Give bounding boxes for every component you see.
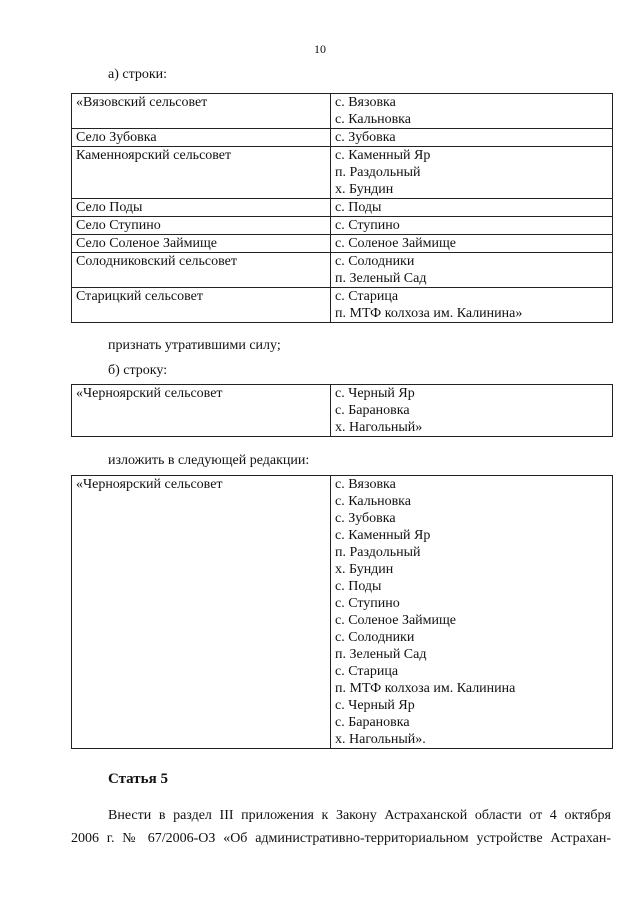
article-paragraph [71,804,611,850]
settlement-name: с. Вязовка [335,477,396,492]
municipality-name: «Черноярский сельсовет [76,477,223,492]
settlement-name: п. МТФ колхоза им. Калинина [335,681,516,696]
settlements-cell [331,199,613,217]
settlement-name: с. Поды [335,200,382,215]
table-row [72,147,613,199]
settlement-name: п. Зеленый Сад [335,647,427,662]
municipality-name: Каменноярский сельсовет [76,148,232,163]
settlement-name: п. Раздольный [335,545,421,560]
settlements-cell [331,217,613,235]
settlements-cell [331,476,613,749]
municipality-name: «Черноярский сельсовет [76,386,223,401]
table-row [72,217,613,235]
municipality-name: Село Зубовка [76,130,157,145]
settlement-name: х. Бундин [335,182,394,197]
settlement-name: с. Солодники [335,630,415,645]
municipality-name: Село Соленое Займище [76,236,218,251]
page-number: 10 [314,42,326,56]
municipality-name: Старицкий сельсовет [76,289,203,304]
article-heading: Статья 5 [108,771,168,787]
article-text-line-1: Внести в раздел III приложения к Закону Астраханской области от 4 октября [108,808,611,823]
municipality-cell [72,385,331,437]
settlement-name: с. Барановка [335,715,410,730]
table-row [72,253,613,288]
municipality-cell [72,199,331,217]
table-row [72,199,613,217]
settlement-name: с. Каменный Яр [335,148,431,163]
settlement-name: с. Старица [335,289,399,304]
settlement-name: п. МТФ колхоза им. Калинина» [335,306,523,321]
settlement-name: п. Раздольный [335,165,421,180]
settlements-cell [331,235,613,253]
settlement-name: с. Вязовка [335,95,396,110]
municipality-name: «Вязовский сельсовет [76,95,208,110]
settlement-name: п. Зеленый Сад [335,271,427,286]
municipality-cell [72,147,331,199]
settlement-name: х. Нагольный» [335,420,423,435]
table-b-row-old [71,384,613,437]
table-row [72,288,613,323]
settlement-name: с. Поды [335,579,382,594]
settlement-name: с. Ступино [335,596,400,611]
municipality-name: Солодниковский сельсовет [76,254,238,269]
settlements-cell [331,147,613,199]
table-row [72,235,613,253]
municipality-cell [72,235,331,253]
municipality-cell [72,94,331,129]
settlement-name: с. Каменный Яр [335,528,431,543]
settlements-cell [331,253,613,288]
settlement-name: с. Черный Яр [335,698,415,713]
settlement-name: с. Солодники [335,254,415,269]
settlement-name: с. Соленое Займище [335,613,457,628]
table-row [72,385,613,437]
municipality-cell [72,476,331,749]
subsection-b-label: б) строку: [108,363,168,378]
settlement-name: х. Бундин [335,562,394,577]
settlements-cell [331,288,613,323]
settlements-cell [331,94,613,129]
restate-text: изложить в следующей редакции: [108,453,310,468]
municipality-cell [72,129,331,147]
table-row [72,476,613,749]
settlement-name: с. Зубовка [335,130,396,145]
table-c-row-new [71,475,613,749]
settlement-name: с. Старица [335,664,399,679]
table-a-rows-removed [71,93,613,323]
municipality-name: Село Поды [76,200,143,215]
settlements-cell [331,385,613,437]
table-row [72,94,613,129]
settlement-name: с. Кальновка [335,494,411,509]
settlement-name: с. Зубовка [335,511,396,526]
recognize-invalid-text: признать утратившими силу; [108,338,281,353]
municipality-cell [72,217,331,235]
settlement-name: с. Черный Яр [335,386,415,401]
settlement-name: с. Барановка [335,403,410,418]
municipality-cell [72,253,331,288]
settlements-cell [331,129,613,147]
municipality-name: Село Ступино [76,218,161,233]
municipality-cell [72,288,331,323]
settlement-name: с. Ступино [335,218,400,233]
article-text-line-2: 2006 г. № 67/2006-ОЗ «Об административно-территориальном устройстве Астрахан- [71,831,611,846]
settlement-name: с. Соленое Займище [335,236,457,251]
settlement-name: х. Нагольный». [335,732,426,747]
table-row [72,129,613,147]
settlement-name: с. Кальновка [335,112,411,127]
subsection-a-label: а) строки: [108,67,168,82]
